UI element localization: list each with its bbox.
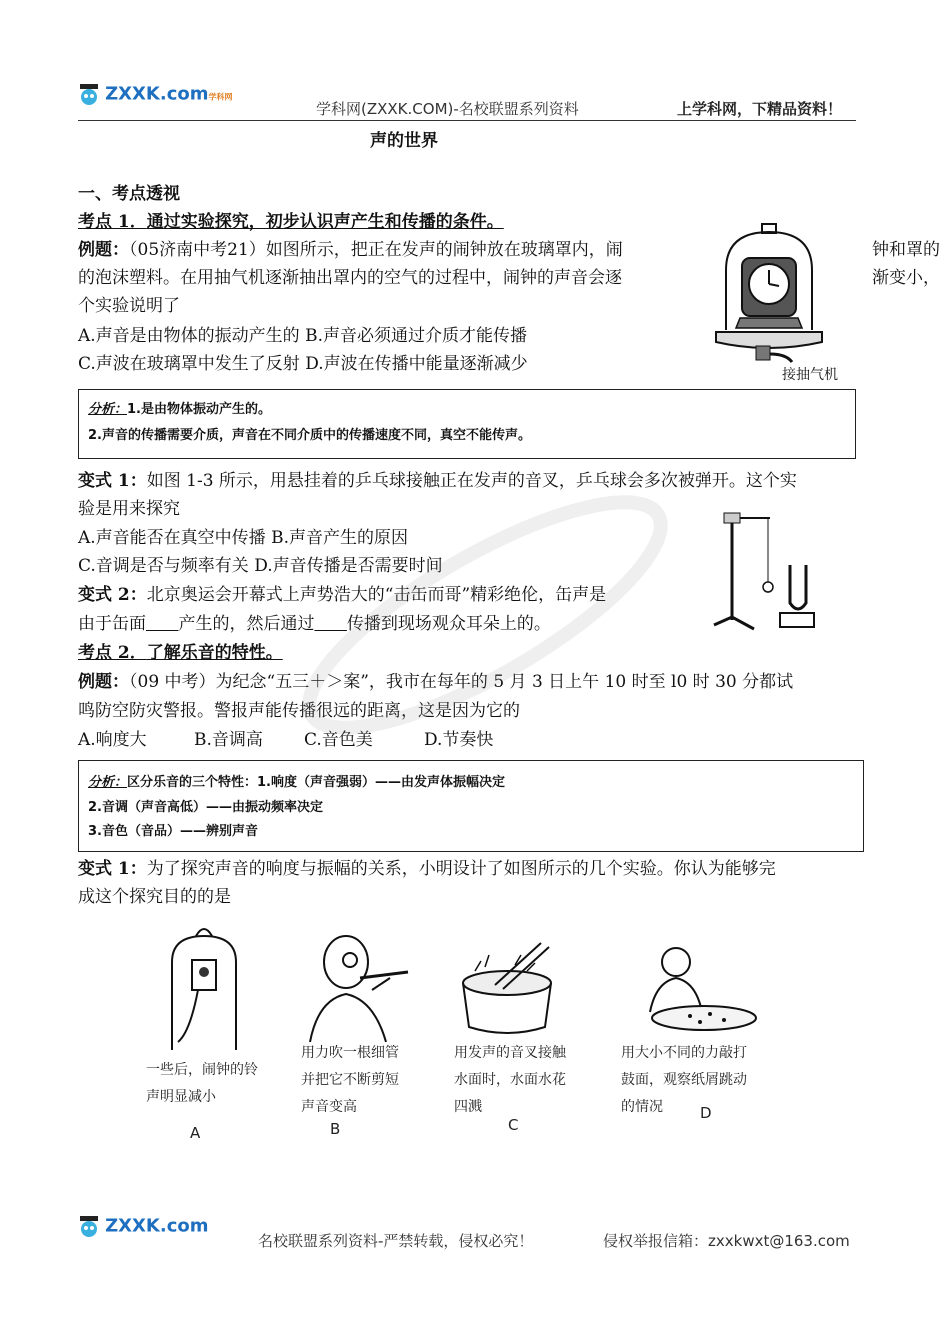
figure-c-caption-3: 四溅 xyxy=(454,1099,482,1115)
figure-d-letter: D xyxy=(700,1104,712,1122)
header-right: 上学科网，下精品资料！ xyxy=(677,100,843,118)
figure-c-letter: C xyxy=(508,1116,519,1134)
header-center: 学科网(ZXXK.COM)-名校联盟系列资料 xyxy=(316,100,579,118)
figure-b-letter: B xyxy=(330,1120,341,1138)
point2-example-line1: 例题：（09 中考）为纪念“五三＋＞案”，我市在每年的 5 月 3 日上午 10 时至 l0 时 30 分都试 xyxy=(78,672,794,692)
point1-example-right2: 渐变小， xyxy=(872,268,940,288)
point1-example-line2: 的泡沫塑料。在用抽气机逐渐抽出罩内的空气的过程中，闹钟的声音会逐 xyxy=(78,268,622,288)
header-logo: ZXXK.com学科网 xyxy=(78,82,232,108)
figure-c-caption-2: 水面时，水面水花 xyxy=(454,1072,566,1088)
bell-jar-caption: 接抽气机 xyxy=(782,367,838,383)
analysis-2-line3: 3.音色（音品）——辨别声音 xyxy=(88,824,258,839)
figure-b-blowing-tube xyxy=(300,930,420,1042)
point2-option-c: C.音色美 xyxy=(304,730,373,750)
point1-example-line3: 个实验说明了 xyxy=(78,296,180,316)
point1-options-2: C.声波在玻璃罩中发生了反射 D.声波在传播中能量逐渐减少 xyxy=(78,354,528,374)
figure-d-drum xyxy=(620,940,760,1040)
point1-heading: 考点 1．通过实验探究，初步认识声产生和传播的条件。 xyxy=(78,212,504,232)
point2-variant1-line1: 变式 1：为了探究声音的响度与振幅的关系，小明设计了如图所示的几个实验。你认为能够完 xyxy=(78,859,776,879)
analysis-1-line2: 2.声音的传播需要介质，声音在不同介质中的传播速度不同，真空不能传声。 xyxy=(88,428,531,443)
analysis-2-line2: 2.音调（声音高低）——由振动频率决定 xyxy=(88,800,323,815)
header-rule xyxy=(78,120,856,121)
analysis-1-line1: 分析：1.是由物体振动产生的。 xyxy=(88,402,271,417)
figure-b-caption-1: 用力吹一根细管 xyxy=(301,1045,399,1061)
figure-a-caption-2: 声明显减小 xyxy=(146,1089,216,1105)
figure-c-fork-in-water xyxy=(455,935,575,1035)
variant1-line2: 验是用来探究 xyxy=(78,499,180,519)
figure-d-caption-2: 鼓面，观察纸屑跳动 xyxy=(621,1072,747,1088)
point2-option-d: D.节奏快 xyxy=(424,730,494,750)
figure-a-letter: A xyxy=(190,1124,201,1142)
figure-d-caption-3: 的情况 xyxy=(621,1099,663,1115)
point1-options-1: A.声音是由物体的振动产生的 B.声音必须通过介质才能传播 xyxy=(78,326,527,346)
point2-heading: 考点 2．了解乐音的特性。 xyxy=(78,643,283,663)
figure-a-bell-jar xyxy=(160,922,250,1052)
variant2-line2: 由于缶面 产生的，然后通过 传播到现场观众耳朵上的。 xyxy=(78,614,551,634)
point2-option-a: A.响度大 xyxy=(78,730,147,750)
point2-example-line2: 鸣防空防灾警报。警报声能传播很远的距离，这是因为它的 xyxy=(78,701,520,721)
footer-center: 名校联盟系列资料-严禁转载，侵权必究！ xyxy=(258,1232,534,1250)
footer-logo: ZXXK.com xyxy=(78,1214,208,1240)
mascot-icon xyxy=(78,82,100,108)
footer-right: 侵权举报信箱：zxxkwxt@163.com xyxy=(603,1232,850,1250)
analysis-2-line1: 分析：区分乐音的三个特性：1.响度（声音强弱）——由发声体振幅决定 xyxy=(88,775,505,790)
figure-d-caption-1: 用大小不同的力敲打 xyxy=(621,1045,747,1061)
point1-example-line1: 例题：（05济南中考21）如图所示，把正在发声的闹钟放在玻璃罩内，闹 xyxy=(78,240,623,260)
variant1-option1: A.声音能否在真空中传播 B.声音产生的原因 xyxy=(78,528,408,548)
tuning-fork-figure xyxy=(706,505,826,640)
mascot-icon xyxy=(78,1214,100,1240)
figure-c-caption-1: 用发声的音叉接触 xyxy=(454,1045,566,1061)
variant1-option2: C.音调是否与频率有关 D.声音传播是否需要时间 xyxy=(78,556,443,576)
page-title: 声的世界 xyxy=(370,131,438,151)
section-heading: 一、考点透视 xyxy=(78,184,180,204)
point2-variant1-line2: 成这个探究目的的是 xyxy=(78,887,231,907)
point1-example-right1: 钟和罩的 xyxy=(872,240,940,260)
point2-option-b: B.音调高 xyxy=(194,730,263,750)
variant1-line1: 变式 1：如图 1-3 所示，用悬挂着的乒乓球接触正在发声的音叉，乒乓球会多次被弹开。这个实 xyxy=(78,471,797,491)
figure-b-caption-3: 声音变高 xyxy=(301,1099,357,1115)
figure-b-caption-2: 并把它不断剪短 xyxy=(301,1072,399,1088)
variant2-line1: 变式 2：北京奥运会开幕式上声势浩大的“击缶而哥”精彩绝伦，缶声是 xyxy=(78,585,607,605)
watermark-seal-icon xyxy=(250,470,720,760)
figure-a-caption-1: 一些后，闹钟的铃 xyxy=(146,1062,258,1078)
bell-jar-figure xyxy=(706,220,856,370)
